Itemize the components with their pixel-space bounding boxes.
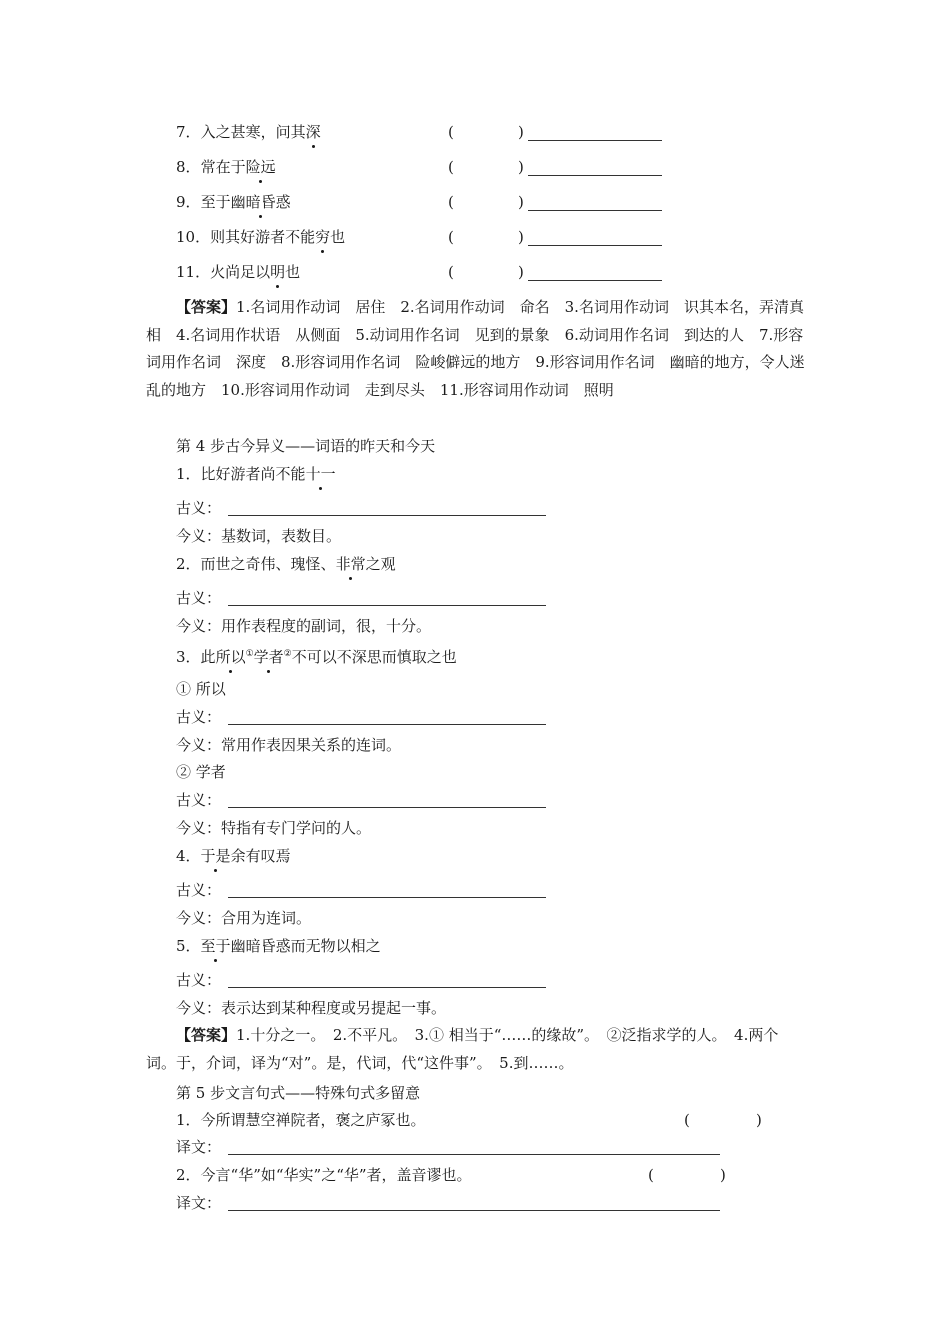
ancient-meaning-blank[interactable]	[228, 987, 546, 988]
step5-question-1: 1．今所谓慧空禅院者，褒之庐冢也。	[176, 1111, 426, 1129]
ancient-meaning-blank[interactable]	[228, 897, 546, 898]
answer-paren-open: (	[448, 263, 454, 281]
answer-blank[interactable]	[528, 175, 662, 176]
exercise-item-8: 8．常在于险远	[176, 158, 276, 176]
answer-blank[interactable]	[528, 245, 662, 246]
step4-question-1: 1．比好游者尚不能十一	[176, 465, 336, 483]
answer-paren-open: (	[448, 193, 454, 211]
subitem-label: ① 所以	[176, 680, 226, 698]
answer-paren-close: )	[518, 158, 524, 176]
ancient-meaning-blank[interactable]	[228, 605, 546, 606]
answer-paren-open: (	[448, 123, 454, 141]
answer-paren-close: )	[518, 228, 524, 246]
step5-heading: 第 5 步文言句式——特殊句式多留意	[176, 1084, 421, 1102]
step4-question-4: 4．于是余有叹焉	[176, 847, 291, 865]
answer-paren-close: )	[518, 123, 524, 141]
step5-question-2: 2．今言“华”如“华实”之“华”者，盖音谬也。	[176, 1166, 472, 1184]
answer-label: 【答案】	[176, 298, 237, 316]
answer-paren-open: (	[448, 158, 454, 176]
answer-blank[interactable]	[528, 210, 662, 211]
step4-question-3: 3．此所以①学者②不可以不深思而慎取之也	[176, 648, 457, 666]
exercise-item-11: 11．火尚足以明也	[176, 263, 301, 281]
answer-blank[interactable]	[528, 280, 662, 281]
answer-paren-close: )	[756, 1111, 762, 1129]
step4-heading: 第 4 步古今异义——词语的昨天和今天	[176, 437, 436, 455]
answer-paren-open: (	[684, 1111, 690, 1129]
ancient-meaning-label: 古义：	[176, 589, 222, 607]
ancient-meaning-label: 古义：	[176, 499, 222, 517]
ancient-meaning-label: 古义：	[176, 791, 222, 809]
ancient-meaning-label: 古义：	[176, 881, 222, 899]
exercise-item-10: 10．则其好游者不能穷也	[176, 228, 346, 246]
step4-question-2: 2．而世之奇伟、瑰怪、非常之观	[176, 555, 396, 573]
exercise-item-9: 9．至于幽暗昏惑	[176, 193, 291, 211]
translation-label: 译文：	[176, 1138, 222, 1156]
step4-question-5: 5．至于幽暗昏惑而无物以相之	[176, 937, 381, 955]
ancient-meaning-blank[interactable]	[228, 807, 546, 808]
modern-meaning: 今义：基数词，表数目。	[176, 527, 342, 545]
modern-meaning: 今义：用作表程度的副词，很，十分。	[176, 617, 432, 635]
answer-block-1	[146, 294, 806, 404]
answer-paren-open: (	[648, 1166, 654, 1184]
answer-paren-open: (	[448, 228, 454, 246]
answer-paren-close: )	[518, 263, 524, 281]
ancient-meaning-blank[interactable]	[228, 515, 546, 516]
answer-text: 1.十分之一。 2.不平凡。 3.① 相当于“……的缘故”。 ②泛指求学的人。 4.两个词。于，介词，译为“对”。是，代词，代“这件事”。 5.到……。	[146, 1026, 779, 1072]
modern-meaning: 今义：特指有专门学问的人。	[176, 819, 372, 837]
answer-paren-close: )	[720, 1166, 726, 1184]
answer-text: 1.名词用作动词 居住 2.名词用作动词 命名 3.名词用作动词 识其本名，弄清真相 4.名词用作状语 从侧面 5.动词用作名词 见到的景象 6.动词用作名词 到达的人 7.形容词用作名词 深度 8.形容词用作名词 险峻僻远的地方 9.形容词用作名词 幽暗的地方，令人迷乱的地方 10.形容词用作动词 走到尽头 11.形容词用作动词 照明	[146, 298, 805, 399]
answer-label: 【答案】	[176, 1026, 237, 1044]
exercise-item-7: 7．入之甚寒，问其深	[176, 123, 321, 141]
answer-paren-close: )	[518, 193, 524, 211]
translation-blank[interactable]	[228, 1154, 720, 1155]
subitem-label: ② 学者	[176, 763, 226, 781]
translation-label: 译文：	[176, 1194, 222, 1212]
answer-block-2	[146, 1022, 806, 1077]
modern-meaning: 今义：表示达到某种程度或另提起一事。	[176, 999, 447, 1017]
ancient-meaning-label: 古义：	[176, 708, 222, 726]
modern-meaning: 今义：合用为连词。	[176, 909, 312, 927]
modern-meaning: 今义：常用作表因果关系的连词。	[176, 736, 402, 754]
translation-blank[interactable]	[228, 1210, 720, 1211]
ancient-meaning-label: 古义：	[176, 971, 222, 989]
ancient-meaning-blank[interactable]	[228, 724, 546, 725]
answer-blank[interactable]	[528, 140, 662, 141]
